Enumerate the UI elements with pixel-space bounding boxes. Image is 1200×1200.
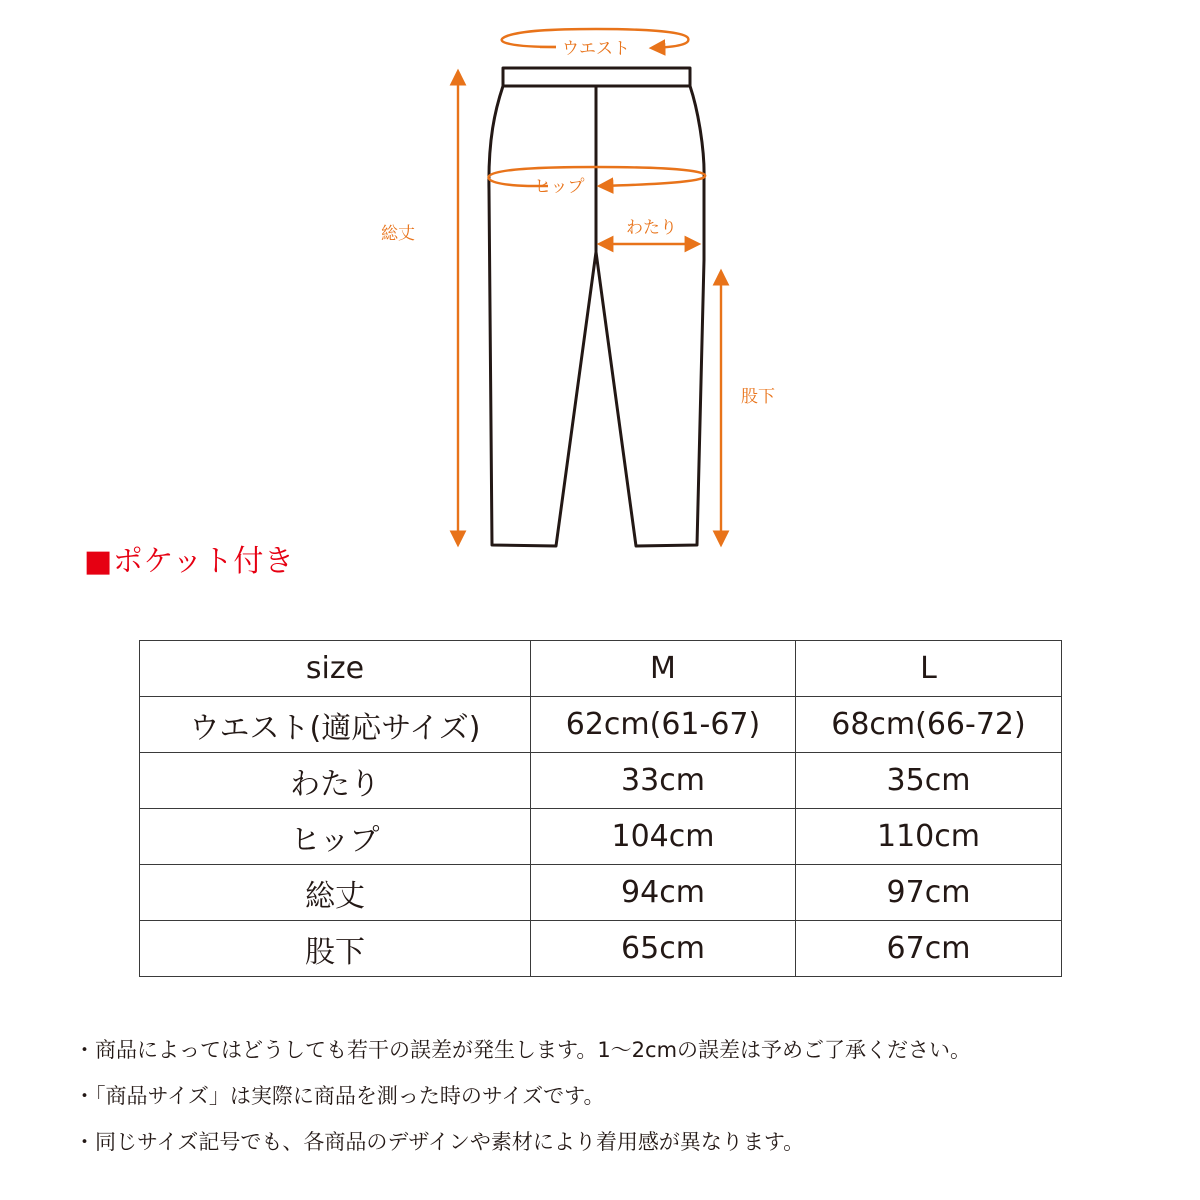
cell-value-m: 65cm — [531, 921, 796, 977]
waist-label: ウエスト — [562, 39, 630, 59]
cell-value-l: 110cm — [796, 809, 1062, 865]
cell-value-l: 35cm — [796, 753, 1062, 809]
notes-list — [74, 1036, 1184, 1174]
note-item: ・同じサイズ記号でも、各商品のデザインや素材により着用感が異なります。 — [74, 1130, 805, 1154]
row-label: 総丈 — [140, 865, 531, 921]
note-item: ・「商品サイズ」は実際に商品を測った時のサイズです。 — [74, 1084, 605, 1108]
header-cell-l: L — [796, 641, 1062, 697]
table-row — [140, 753, 1062, 809]
table-row — [140, 697, 1062, 753]
cell-value-m: 94cm — [531, 865, 796, 921]
header-cell-m: M — [531, 641, 796, 697]
cell-value-l: 67cm — [796, 921, 1062, 977]
table-row — [140, 921, 1062, 977]
row-label: ヒップ — [140, 809, 531, 865]
pants-measurement-diagram — [0, 0, 1200, 560]
row-label: わたり — [140, 753, 531, 809]
waist-measure-indicator — [502, 29, 689, 59]
hip-label: ヒップ — [534, 177, 585, 197]
cell-value-l: 97cm — [796, 865, 1062, 921]
cell-value-m: 62cm(61-67) — [531, 697, 796, 753]
pocket-note: ■ポケット付き — [84, 544, 295, 579]
header-cell-size: size — [140, 641, 531, 697]
size-table — [139, 640, 1062, 977]
table-row — [140, 865, 1062, 921]
row-label: 股下 — [140, 921, 531, 977]
cell-value-l: 68cm(66-72) — [796, 697, 1062, 753]
table-row — [140, 809, 1062, 865]
table-header-row — [140, 641, 1062, 697]
total-length-label: 総丈 — [381, 224, 415, 244]
note-item: ・商品によってはどうしても若干の誤差が発生します。1〜2cmの誤差は予めご了承ください。 — [74, 1038, 972, 1062]
inseam-label: 股下 — [741, 387, 775, 407]
total-length-indicator — [381, 72, 458, 544]
pants-outline — [489, 68, 704, 546]
inseam-indicator — [721, 272, 775, 544]
cell-value-m: 104cm — [531, 809, 796, 865]
thigh-label: わたり — [626, 218, 677, 238]
cell-value-m: 33cm — [531, 753, 796, 809]
row-label: ウエスト(適応サイズ) — [140, 697, 531, 753]
